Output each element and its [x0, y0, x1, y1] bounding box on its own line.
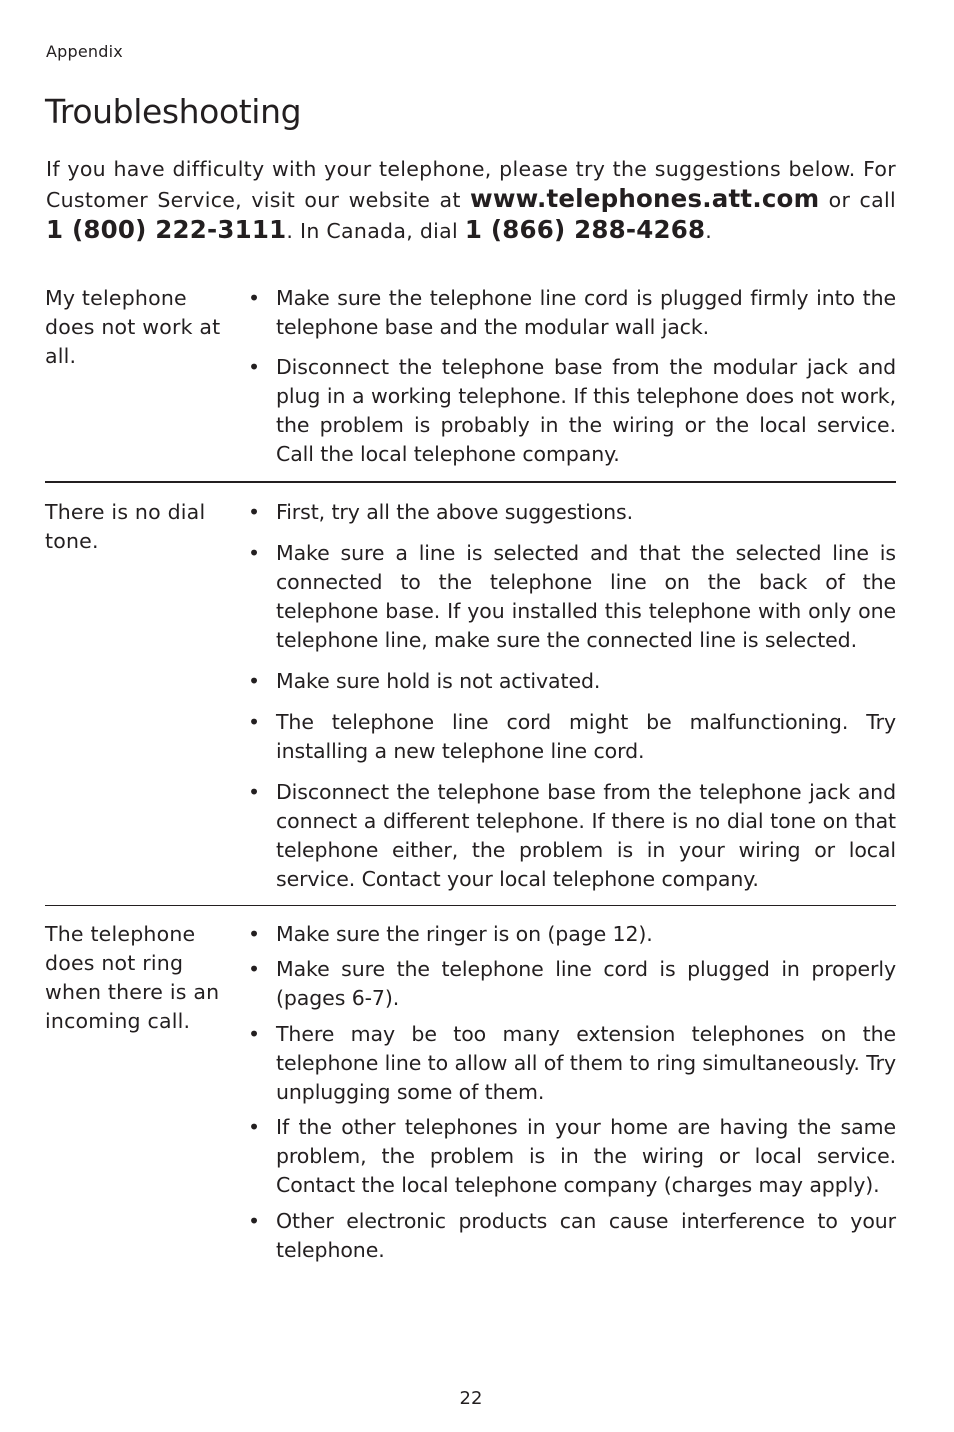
page-number: 22 [459, 1388, 483, 1409]
solution-text: Disconnect the telephone base from the modular jack and plug in a working telephone. If this telephone does not work, the problem is probably in the wiring or the local service. Call the local telephone company. [276, 355, 896, 466]
solution-list [248, 920, 896, 1265]
bullet-icon: • [248, 286, 260, 310]
solution-item [248, 920, 896, 949]
bullet-icon: • [248, 500, 260, 524]
intro-text: If you have difficulty with your telephone, please try the suggestions below. For Customer Service, visit our website at [46, 157, 896, 212]
bullet-icon: • [248, 780, 260, 804]
solution-text: Make sure the telephone line cord is plugged in properly (pages 6-7). [276, 957, 896, 1010]
bullet-icon: • [248, 355, 260, 379]
symptom-label: My telephone does not work at all. [45, 286, 221, 368]
bullet-icon: • [248, 669, 260, 693]
solution-item [248, 708, 896, 766]
us-phone-number: 1 (800) 222-3111 [46, 215, 287, 244]
bullet-icon: • [248, 541, 260, 565]
solution-item [248, 667, 896, 696]
solution-item [248, 1020, 896, 1107]
symptom-label: There is no dial tone. [45, 500, 206, 553]
solution-text: Make sure the ringer is on (page 12). [276, 922, 653, 946]
solution-list [248, 284, 896, 469]
solution-list [248, 498, 896, 894]
solution-item [248, 498, 896, 527]
solution-text: Make sure hold is not activated. [276, 669, 601, 693]
row-divider [45, 481, 896, 483]
bullet-icon: • [248, 710, 260, 734]
solution-text: Other electronic products can cause interference to your telephone. [276, 1209, 896, 1262]
bullet-icon: • [248, 1022, 260, 1046]
bullet-icon: • [248, 1115, 260, 1139]
solution-text: Make sure the telephone line cord is plugged firmly into the telephone base and the modular wall jack. [276, 286, 896, 339]
solution-text: There may be too many extension telephones on the telephone line to allow all of them to ring simultaneously. Try unplugging some of them. [276, 1022, 896, 1104]
bullet-icon: • [248, 922, 260, 946]
solution-text: Make sure a line is selected and that the selected line is connected to the telephone line on the back of the telephone base. If you installed this telephone with only one telephone line, make sure the connected line is selected. [276, 541, 896, 652]
solution-text: First, try all the above suggestions. [276, 500, 634, 524]
bullet-icon: • [248, 957, 260, 981]
canada-phone-number: 1 (866) 288-4268 [464, 215, 706, 244]
solution-item [248, 1113, 896, 1200]
solution-item [248, 539, 896, 655]
solution-item [248, 1207, 896, 1265]
website-link[interactable]: www.telephones.att.com [470, 184, 820, 213]
page-title: Troubleshooting [45, 92, 302, 131]
section-label: Appendix [46, 42, 123, 61]
solution-text: If the other telephones in your home are having the same problem, the problem is in the wiring or local service. Contact the local telephone company (charges may apply). [276, 1115, 896, 1197]
solution-text: Disconnect the telephone base from the telephone jack and connect a different telephone. If there is no dial tone on that telephone either, the problem is in your wiring or local service. Contact your local telephone company. [276, 780, 896, 891]
solution-item [248, 353, 896, 469]
bullet-icon: • [248, 1209, 260, 1233]
intro-text: . In Canada, dial [286, 219, 465, 243]
symptom-label: The telephone does not ring when there is an incoming call. [45, 922, 220, 1033]
intro-paragraph [46, 155, 896, 246]
solution-item [248, 778, 896, 894]
solution-item [248, 955, 896, 1013]
intro-text: or call [819, 188, 896, 212]
intro-text: . [705, 219, 713, 243]
row-divider [45, 905, 896, 906]
solution-item [248, 284, 896, 342]
solution-text: The telephone line cord might be malfunctioning. Try installing a new telephone line cord. [276, 710, 896, 763]
